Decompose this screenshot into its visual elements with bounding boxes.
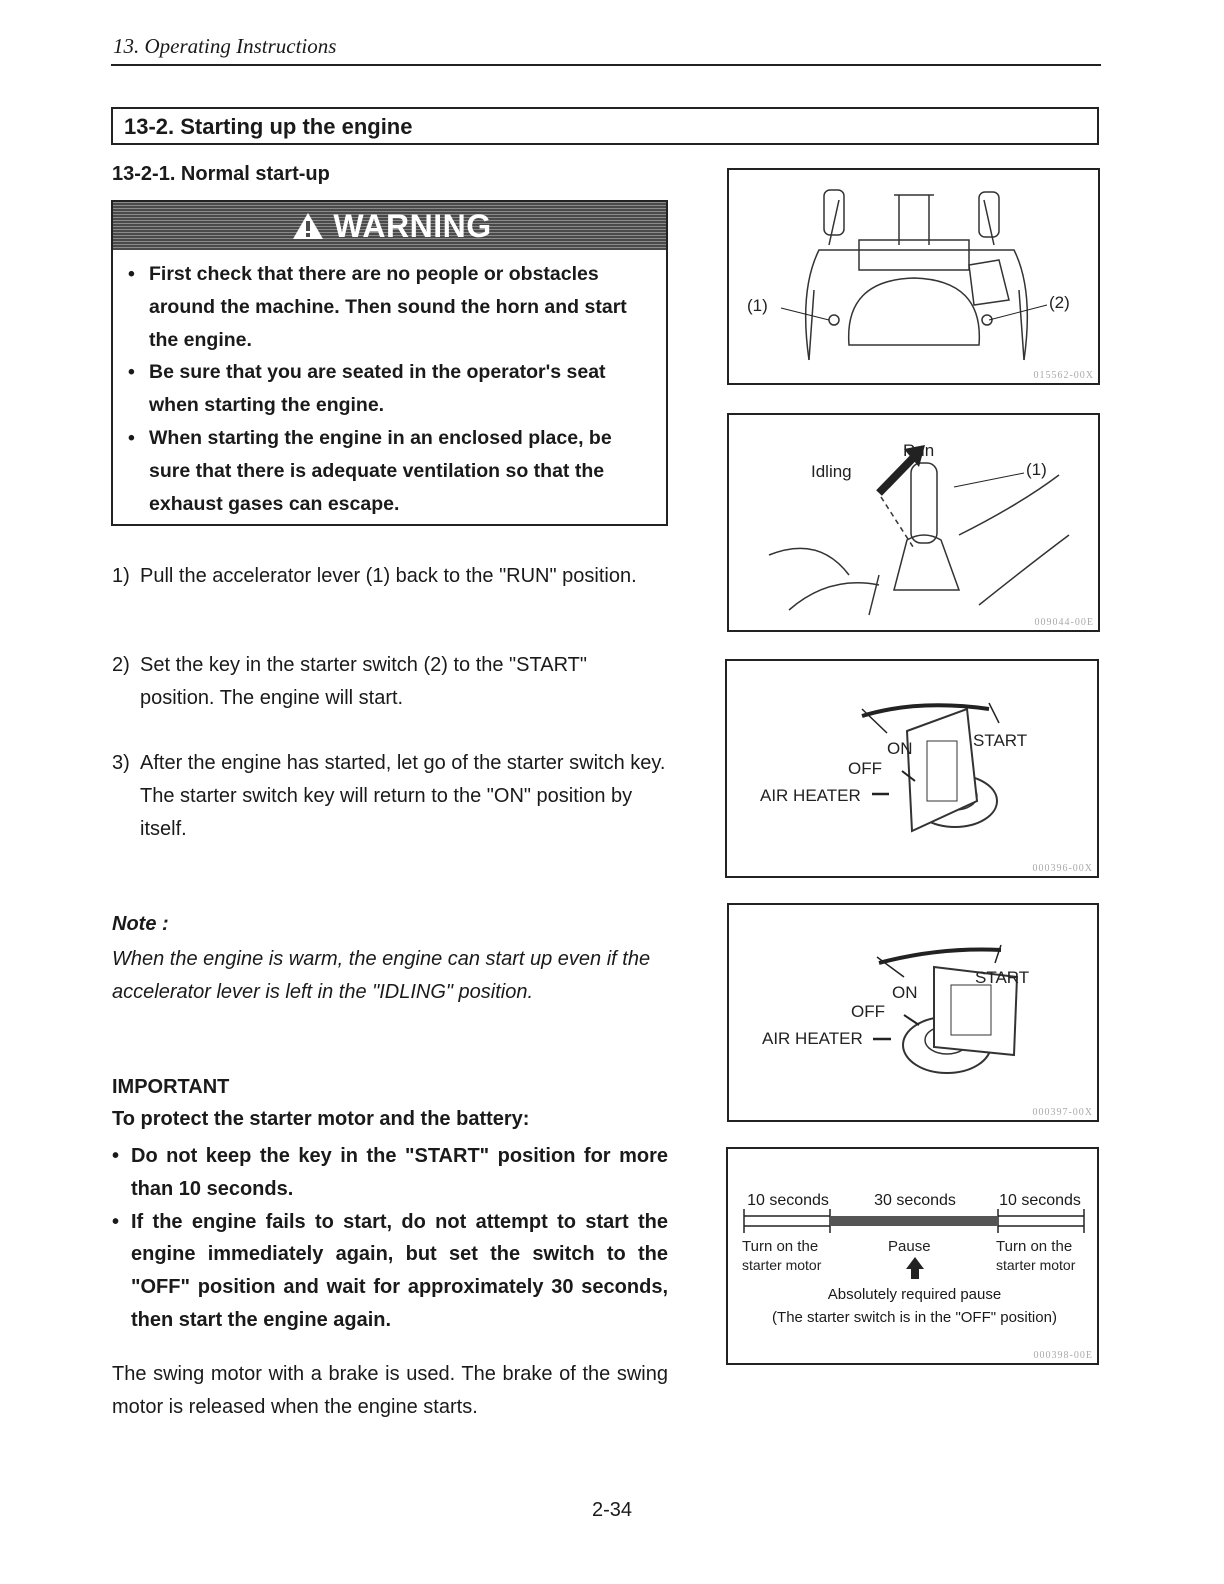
step-1: 1) Pull the accelerator lever (1) back to the "RUN" position. — [112, 565, 637, 587]
starter-switch-on-illustration — [729, 905, 1099, 1122]
important-list — [112, 1140, 668, 1337]
turn-on-label-2: Turn on the — [996, 1238, 1073, 1255]
warning-item: • Be sure that you are seated in the operator's seat when starting the engine. — [128, 361, 606, 417]
figure-accelerator-lever — [727, 413, 1100, 632]
starter-motor-label-1: starter motor — [742, 1257, 822, 1273]
figure-label-2: (2) — [1049, 293, 1070, 312]
run-label: Run — [903, 441, 935, 460]
air-heater-label: AIR HEATER — [762, 1029, 863, 1048]
subsection-title: 13-2-1. Normal start-up — [112, 163, 330, 185]
important-heading: IMPORTANT — [112, 1076, 230, 1098]
important-item: • Do not keep the key in the "START" position for more than 10 seconds. — [112, 1145, 668, 1200]
start-label: START — [973, 731, 1028, 750]
starter-switch-start-illustration — [727, 661, 1099, 878]
note-heading: Note : — [112, 913, 169, 935]
warning-item: • First check that there are no people or obstacles around the machine. Then sound the horn and start the engine. — [128, 263, 627, 351]
switch-off-note: (The starter switch is in the "OFF" position) — [772, 1309, 1057, 1326]
figure-code: 009044-00E — [1034, 617, 1094, 628]
chapter-header: 13. Operating Instructions — [113, 34, 337, 58]
page-number: 2-34 — [591, 1499, 633, 1521]
figure-code: 000398-00E — [1033, 1350, 1093, 1361]
required-pause-label: Absolutely required pause — [827, 1286, 1002, 1303]
warning-heading: WARNING — [333, 208, 492, 244]
warning-item: • When starting the engine in an enclosed place, be sure that there is adequate ventilation so that the exhaust gases can escape. — [128, 426, 612, 515]
important-item: • If the engine fails to start, do not attempt to start the engine immediately again, but set the switch to the "OFF" position and wait for approximately 30 seconds, then start the engine again. — [112, 1210, 668, 1331]
idling-label: Idling — [811, 462, 852, 481]
step-3: 3) After the engine has started, let go of the starter switch key. The starter switch key will return to the "ON" position by itself. — [112, 752, 666, 840]
note-text: When the engine is warm, the engine can start up even if the accelerator lever is left in the "IDLING" position. — [112, 948, 651, 1003]
segment-3-duration: 10 seconds — [999, 1192, 1081, 1209]
figure-starter-switch-on — [727, 903, 1099, 1122]
segment-2-duration: 30 seconds — [874, 1192, 956, 1209]
on-label: ON — [892, 983, 918, 1002]
important-subheading: To protect the starter motor and the battery: — [112, 1108, 530, 1130]
warning-triangle-icon — [291, 211, 325, 241]
figure-start-timing — [726, 1147, 1099, 1365]
start-label: START — [975, 968, 1030, 987]
segment-1-duration: 10 seconds — [747, 1192, 829, 1209]
figure-label-1: (1) — [1026, 460, 1047, 479]
figure-starter-switch-start — [725, 659, 1099, 878]
off-label: OFF — [851, 1002, 885, 1021]
header-rule — [111, 64, 1101, 66]
air-heater-label: AIR HEATER — [760, 786, 861, 805]
turn-on-label-1: Turn on the — [742, 1238, 819, 1255]
warning-banner — [113, 202, 666, 250]
off-label: OFF — [848, 759, 882, 778]
starter-motor-label-2: starter motor — [996, 1257, 1076, 1273]
on-label: ON — [887, 739, 913, 758]
pause-label: Pause — [888, 1238, 931, 1255]
step-2: 2) Set the key in the starter switch (2) to the "START" position. The engine will start. — [112, 654, 587, 709]
figure-code: 000397-00X — [1032, 1107, 1093, 1118]
swing-motor-text: The swing motor with a brake is used. The brake of the swing motor is released when the engine starts. — [112, 1363, 668, 1418]
operator-cab-illustration — [729, 170, 1100, 385]
warning-list — [128, 258, 658, 520]
figure-code: 000396-00X — [1032, 863, 1093, 874]
figure-operator-cab — [727, 168, 1100, 385]
figure-label-1: (1) — [747, 296, 768, 315]
figure-code: 015562-00X — [1033, 370, 1094, 381]
section-title: 13-2. Starting up the engine — [124, 114, 413, 139]
